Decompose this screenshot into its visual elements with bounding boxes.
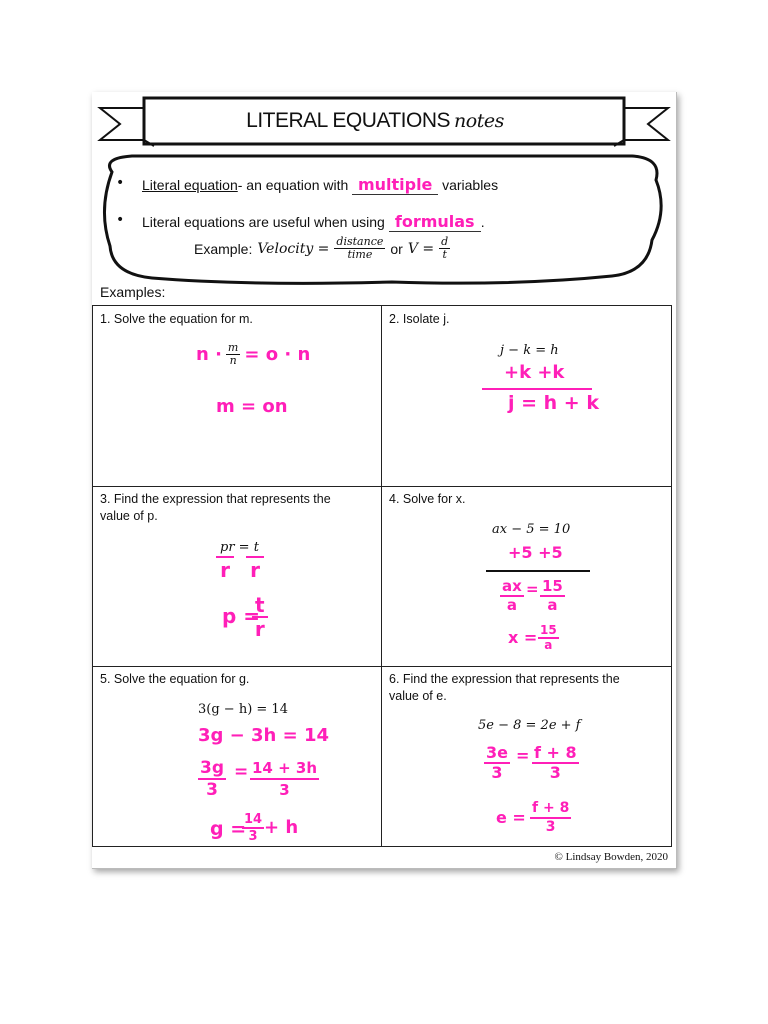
title-main-text: LITERAL EQUATIONS [246, 109, 451, 132]
d-over-t [439, 236, 450, 261]
fraction-denominator: 3 [491, 763, 503, 782]
definition-2-end: . [480, 214, 485, 230]
title-handwritten-text: notes [454, 110, 504, 132]
problem-3-equation: pr = t [220, 540, 259, 555]
problem-4-equation: ax − 5 = 10 [492, 522, 571, 537]
fraction-denominator: n [229, 354, 237, 367]
prompt-line-2: value of e. [389, 689, 447, 703]
distance-over-time [334, 236, 385, 261]
problem-2-equation: j − k = h [500, 343, 559, 358]
definition-1-text: - an equation with [237, 177, 349, 193]
bullet-1: • [116, 175, 125, 191]
fraction-numerator: 15 [540, 623, 557, 637]
prompt-line-2: value of p. [100, 509, 158, 523]
fraction-numerator: d [441, 235, 449, 248]
problem-6-answer-fraction [530, 800, 571, 836]
fraction-denominator: 3 [206, 780, 218, 800]
problem-4-prompt: 4. Solve for x. [389, 492, 466, 506]
problem-1-prompt: 1. Solve the equation for m. [100, 312, 253, 326]
problem-5-rhs-fraction [250, 758, 319, 800]
problem-4-step: +5 +5 [508, 543, 563, 562]
fraction-numerator: m [227, 341, 239, 354]
problem-5-answer-fraction [242, 812, 264, 844]
problem-3-divide-left: r [216, 556, 234, 582]
problem-1-work-line1 [196, 342, 310, 367]
or-text: or [390, 240, 403, 257]
v-label: V = [407, 240, 435, 257]
fraction-denominator: r [254, 617, 265, 641]
problem-5-lhs-fraction [198, 758, 226, 800]
definition-2-text: Literal equations are useful when using [142, 214, 385, 230]
fraction-denominator: 3 [549, 763, 561, 782]
problem-6-equation: 5e − 8 = 2e + f [478, 718, 581, 733]
problem-2-step: +k +k [504, 362, 565, 383]
prompt-line-1: 3. Find the expression that represents the [100, 492, 331, 506]
problem-5-equals: = [234, 762, 249, 782]
fraction-numerator: t [252, 594, 268, 618]
fraction-denominator: t [442, 248, 447, 261]
fraction-numerator: 14 [244, 812, 263, 827]
fraction-denominator: 3 [248, 829, 258, 844]
problem-5-answer-plus-h: + h [264, 817, 299, 838]
prompt-line-1: 6. Find the expression that represents the [389, 672, 620, 686]
problem-6-equals: = [516, 746, 530, 765]
problem-6-rhs-fraction [532, 744, 579, 782]
examples-heading: Examples: [100, 284, 166, 300]
problem-2-prompt: 2. Isolate j. [389, 312, 450, 326]
problem-4-rhs-fraction [540, 578, 565, 614]
problem-2-answer: j = h + k [508, 392, 599, 414]
blank-multiple: multiple [352, 175, 438, 195]
problem-6-answer-lhs: e = [496, 808, 526, 827]
fraction-denominator: 3 [279, 781, 290, 799]
fraction-numerator: f + 8 [534, 743, 577, 762]
fraction-numerator: 3g [200, 758, 224, 778]
problem-4-divider [486, 570, 590, 572]
problem-5-step-1: 3g − 3h = 14 [198, 725, 330, 746]
fraction-numerator: 3e [486, 743, 508, 762]
example-formula [194, 236, 450, 261]
problem-5-equation: 3(g − h) = 14 [198, 702, 288, 717]
problem-3-answer-fraction [252, 594, 268, 640]
velocity-label: Velocity = [257, 240, 330, 257]
bullet-2: • [116, 212, 125, 228]
fraction-numerator: ax [502, 577, 522, 595]
page-title [150, 100, 600, 142]
problems-grid [92, 305, 672, 847]
fraction-numerator: 14 + 3h [250, 758, 319, 780]
problem-3-prompt [100, 491, 331, 525]
fraction-numerator: f + 8 [530, 800, 571, 819]
definition-1 [142, 175, 498, 195]
fraction-denominator: 3 [545, 819, 556, 835]
fraction-numerator: distance [336, 235, 384, 248]
problem-4-equals: = [526, 580, 539, 598]
hw-n-dot: n · [196, 344, 222, 365]
fraction-denominator: a [544, 638, 553, 652]
m-over-n [226, 342, 240, 367]
copyright-text: © Lindsay Bowden, 2020 [554, 851, 668, 863]
problem-4-answer-fraction [538, 624, 559, 652]
problem-5-answer-lhs: g = [210, 818, 247, 840]
definition-2 [142, 212, 485, 232]
problem-4-answer-lhs: x = [508, 628, 538, 647]
problem-3-divide-right: r [246, 556, 264, 582]
fraction-denominator: time [347, 248, 373, 261]
problem-2-divider [482, 388, 592, 390]
fraction-numerator: 15 [542, 577, 563, 595]
problem-3-answer-lhs: p = [222, 604, 261, 628]
problem-6-prompt [389, 671, 620, 705]
problem-4-lhs-fraction [500, 578, 524, 614]
problem-1-answer: m = on [216, 396, 288, 417]
definition-1-end: variables [442, 177, 499, 193]
term-literal-equation: Literal equation [142, 177, 238, 193]
problem-5-prompt: 5. Solve the equation for g. [100, 672, 250, 686]
blank-formulas: formulas [389, 212, 481, 232]
fraction-denominator: a [506, 596, 517, 614]
problem-6-lhs-fraction [484, 744, 510, 782]
example-label: Example: [194, 240, 253, 257]
fraction-denominator: a [547, 596, 558, 614]
hw-equals-on: = o · n [244, 344, 311, 365]
